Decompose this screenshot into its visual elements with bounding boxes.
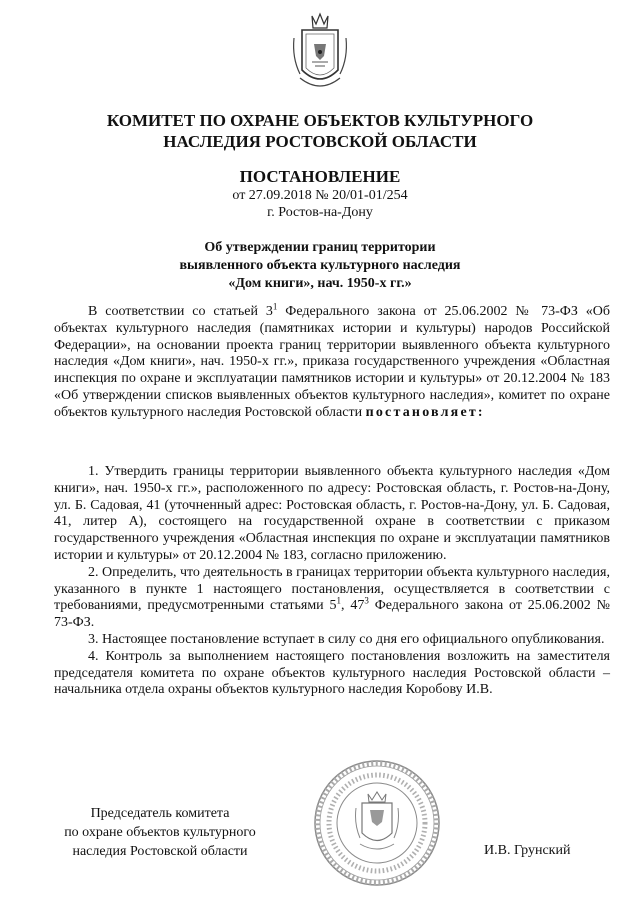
preamble-superscript: 1 [272,301,278,312]
decree-item-2 [54,565,610,632]
item2-text-2: , 47 [341,598,365,614]
decree-word: постановляет: [365,404,485,420]
item2-text-1: 2. Определить, что деятельность в границах территории объекта культурного наследия, указанного в пункте 1 настоящего постановления, осуществляется в соответствии с требованиями, предусмотренными статьями 5 [54,564,610,614]
signer-name: И.В. Грунский [484,843,571,858]
signer-title-line2: по охране объектов культурного [64,825,256,840]
preamble-text-2: Федерального закона от 25.06.2002 № 73-ФЗ «Об объектах культурного наследия (памятниках истории и культуры) народов Российской Федерации», на основании проекта границ территории выявленного объекта культурного наследия «Дом книги», нач. 1950-х гг.», приказа государственного учреждения «Областная инспекция по охране и эксплуатации памятников истории и культуры» от 20.12.2004 № 183 «Об утверждении списков выявленных объектов культурного наследия», комитет по охране объектов культурного наследия Ростовской области [54,304,610,420]
committee-name-line1: КОМИТЕТ ПО ОХРАНЕ ОБЪЕКТОВ КУЛЬТУРНОГО [106,111,534,130]
coat-of-arms-icon [290,8,350,96]
item2-superscript-1: 1 [336,595,342,606]
decree-items [54,464,610,699]
decree-item-4: 4. Контроль за выполнением настоящего постановления возложить на заместителя председателя комитета по охране объектов культурного наследия Ростовской области – начальника отдела охраны объектов культурного наследия Коробову И.В. [54,648,610,698]
document-number: от 27.09.2018 № 20/01-01/254 [232,188,408,203]
decree-item-3: 3. Настоящее постановление вступает в силу со дня его официального опубликования. [88,631,605,647]
committee-name-line2: НАСЛЕДИЯ РОСТОВСКОЙ ОБЛАСТИ [163,132,477,151]
preamble [54,301,610,422]
official-seal-icon [312,758,442,888]
preamble-text-1: В соответствии со статьей 3 [88,304,273,319]
signer-title [40,804,280,861]
committee-name [60,110,580,152]
document-city: г. Ростов-на-Дону [267,205,373,220]
document-subject [60,239,580,293]
subject-line3: «Дом книги», нач. 1950-х гг.» [228,276,412,291]
document-meta [60,187,580,221]
signer-title-line1: Председатель комитета [90,806,230,821]
document-type: ПОСТАНОВЛЕНИЕ [239,167,401,186]
decree-item-1: 1. Утвердить границы территории выявленного объекта культурного наследия «Дом книги», нач. 1950-х гг.», расположенного по адресу: Ростовская область, г. Ростов-на-Дону, ул. Б. Садовая, 41 (уточненный адрес: Ростовская область, г. Ростов-на-Дону, ул. Б. Садовая, 41, литер А), состоящего на государственной охране в соответствии с приказом государственного учреждения «Областная инспекция по охране и эксплуатации памятников истории и культуры» от 20.12.2004 № 183, согласно приложению. [54,464,610,563]
preamble-paragraph [54,301,610,422]
signer-title-line3: наследия Ростовской области [72,844,248,859]
item2-superscript-2: 3 [364,595,369,606]
item2-text-3: Федерального закона от 25.06.2002 № 73-ФЗ. [54,598,611,631]
subject-line1: Об утверждении границ территории [204,240,436,255]
subject-line2: выявленного объекта культурного наследия [179,258,461,273]
